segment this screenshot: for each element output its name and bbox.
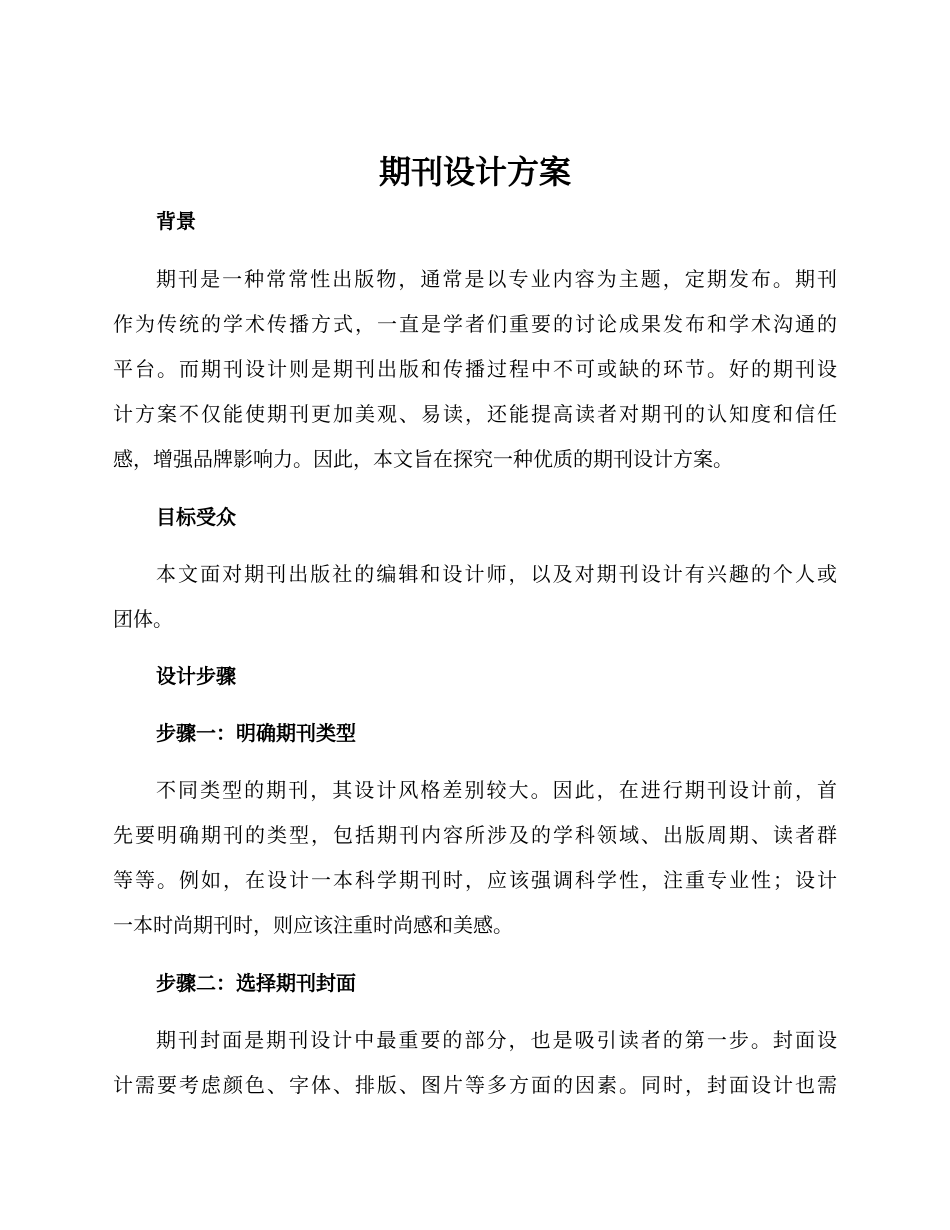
paragraph-line: 计方案不仅能使期刊更加美观、易读，还能提高读者对期刊的认知度和信任 xyxy=(113,402,837,426)
paragraph-line: 作为传统的学术传播方式，一直是学者们重要的讨论成果发布和学术沟通的 xyxy=(113,312,837,336)
section-heading-background: 背景 xyxy=(156,209,196,233)
paragraph-background xyxy=(113,257,837,482)
paragraph-line: 先要明确期刊的类型，包括期刊内容所涉及的学科领域、出版周期、读者群 xyxy=(113,823,837,847)
paragraph-line: 本文面对期刊出版社的编辑和设计师，以及对期刊设计有兴趣的个人或 xyxy=(156,562,837,586)
paragraph-line: 一本时尚期刊时，则应该注重时尚感和美感。 xyxy=(113,913,513,937)
section-heading-audience: 目标受众 xyxy=(156,505,236,529)
paragraph-line: 计需要考虑颜色、字体、排版、图片等多方面的因素。同时，封面设计也需 xyxy=(113,1073,837,1097)
paragraph-line: 感，增强品牌影响力。因此，本文旨在探究一种优质的期刊设计方案。 xyxy=(113,447,733,471)
step-two-heading: 步骤二：选择期刊封面 xyxy=(156,971,356,995)
paragraph-line: 不同类型的期刊，其设计风格差别较大。因此，在进行期刊设计前，首 xyxy=(156,778,837,802)
paragraph-line: 等等。例如，在设计一本科学期刊时，应该强调科学性，注重专业性；设计 xyxy=(113,868,837,892)
step-one-heading: 步骤一：明确期刊类型 xyxy=(156,721,356,745)
paragraph-line: 期刊是一种常常性出版物，通常是以专业内容为主题，定期发布。期刊 xyxy=(156,267,837,291)
paragraph-audience xyxy=(113,552,837,642)
document-title: 期刊设计方案 xyxy=(378,153,571,191)
paragraph-step-two xyxy=(113,1018,837,1108)
paragraph-line: 期刊封面是期刊设计中最重要的部分，也是吸引读者的第一步。封面设 xyxy=(156,1028,837,1052)
paragraph-line: 团体。 xyxy=(113,607,173,631)
section-heading-steps: 设计步骤 xyxy=(156,664,236,688)
paragraph-line: 平台。而期刊设计则是期刊出版和传播过程中不可或缺的环节。好的期刊设 xyxy=(113,357,837,381)
paragraph-step-one xyxy=(113,768,837,948)
